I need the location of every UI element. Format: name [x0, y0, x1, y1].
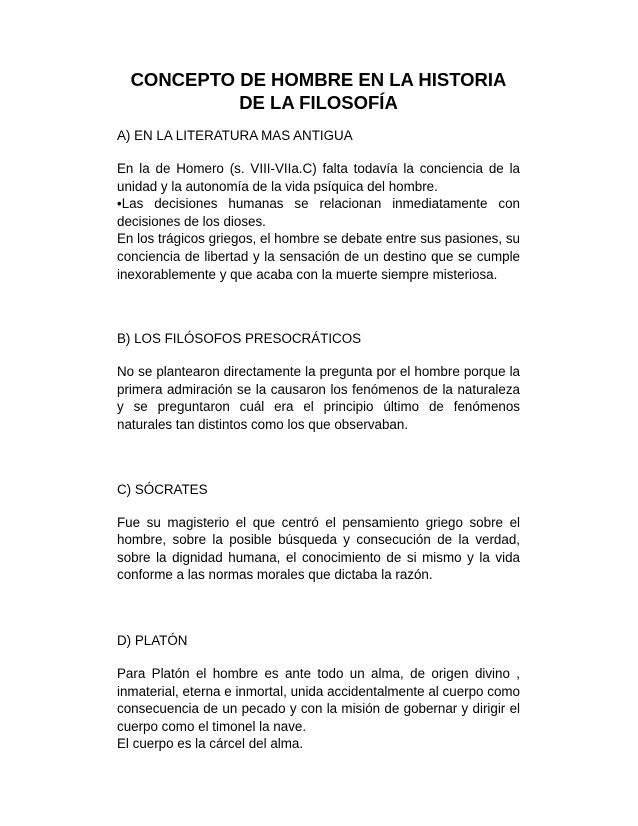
- paragraph: No se plantearon directamente la pregunta por el hombre porque la primera admiración se la causaron los fenómenos de la naturaleza y se preguntaron cuál era el principio último de fenómenos naturales tan distintos como los que observaban.: [117, 364, 520, 432]
- paragraph: En los trágicos griegos, el hombre se debate entre sus pasiones, su conciencia de libertad y la sensación de un destino que se cumple inexorablemente y que acaba con la muerte siempre misteriosa.: [117, 231, 520, 282]
- section-body: [117, 514, 520, 584]
- paragraph: El cuerpo es la cárcel del alma.: [117, 736, 304, 752]
- paragraph: Para Platón el hombre es ante todo un alma, de origen divino , inmaterial, eterna e inmortal, unida accidentalmente al cuerpo como consecuencia de un pecado y con la misión de gobernar y dirigir el cuerpo como el timonel la nave.: [117, 665, 520, 734]
- paragraph: En la de Homero (s. VIII-VIIa.C) falta todavía la conciencia de la unidad y la autonomía de la vida psíquica del hombre.: [117, 161, 520, 194]
- document-title-line-2: DE LA FILOSOFÍA: [239, 92, 398, 113]
- section-socrates: [117, 482, 520, 584]
- section-heading: A) EN LA LITERATURA MAS ANTIGUA: [117, 128, 353, 143]
- paragraph: Fue su magisterio el que centró el pensamiento griego sobre el hombre, sobre la posible búsqueda y consecución de la verdad, sobre la dignidad humana, el conocimiento de si mismo y la vida conforme a las normas morales que dictaba la razón.: [117, 514, 520, 583]
- section-body: [117, 665, 520, 753]
- document-title-line-1: CONCEPTO DE HOMBRE EN LA HISTORIA: [130, 69, 507, 90]
- section-body: [117, 363, 520, 433]
- section-heading: C) SÓCRATES: [117, 481, 208, 497]
- document-title: [117, 68, 520, 114]
- document-page: [117, 68, 520, 753]
- section-heading: D) PLATÓN: [117, 632, 188, 648]
- section-platon: [117, 633, 520, 753]
- section-literatura-antigua: [117, 128, 520, 283]
- section-body: [117, 160, 520, 283]
- section-heading: B) LOS FILÓSOFOS PRESOCRÁTICOS: [117, 331, 362, 347]
- section-presocraticos: [117, 331, 520, 433]
- paragraph: •Las decisiones humanas se relacionan inmediatamente con decisiones de los dioses.: [117, 196, 520, 229]
